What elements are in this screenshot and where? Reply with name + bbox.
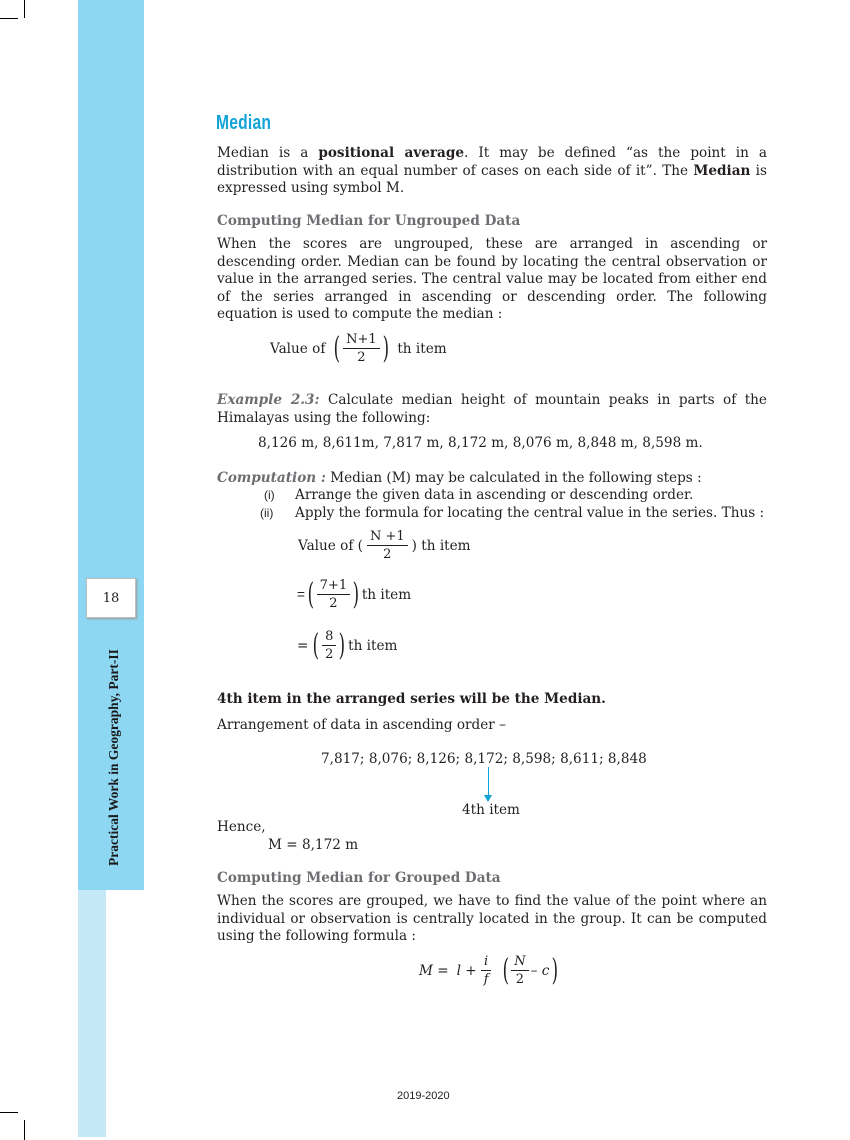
intro-paragraph: [217, 145, 767, 198]
computation-paragraph: [217, 470, 767, 488]
intro-bold-term: positional average: [318, 145, 465, 161]
arrow-down-icon: [484, 795, 492, 802]
page-number: 18: [86, 578, 136, 618]
computation-line-3: [297, 629, 397, 662]
fraction-denominator: 2: [357, 350, 366, 365]
hence-text: Hence,: [217, 819, 266, 835]
fraction-numerator: N: [511, 954, 528, 971]
computation-line-1: [298, 529, 471, 562]
computation-text: Median (M) may be calculated in the following steps :: [325, 470, 702, 486]
ungrouped-paragraph: When the scores are ungrouped, these are arranged in ascending or descending order. Median can be found by locating the central observation or value in the arranged series. The central value may be located from either end of the series arranged in ascending or descending order. The following equation is used to compute the median :: [217, 236, 767, 322]
grouped-heading: Computing Median for Grouped Data: [217, 870, 501, 886]
crop-mark: [24, 1120, 25, 1140]
median-value: M = 8,172 m: [268, 837, 359, 853]
arrangement-text: Arrangement of data in ascending order –: [217, 717, 506, 733]
example-text: Calculate median height of mountain peaks in parts of the Himalayas using the following:: [217, 392, 767, 426]
intro-text: Median is a: [217, 145, 319, 161]
crop-mark: [0, 18, 18, 19]
crop-mark: [24, 0, 25, 18]
fraction-numerator: i: [481, 954, 491, 971]
computation-label: Computation :: [217, 470, 326, 486]
list-text: Apply the formula for locating the central value in the series. Thus :: [295, 505, 765, 521]
example-label: Example 2.3:: [217, 392, 320, 408]
formula-fraction: [481, 954, 492, 987]
intro-text: is expressed using symbol M.: [217, 162, 767, 196]
list-item: [264, 487, 693, 503]
example-data: 8,126 m, 8,611m, 7,817 m, 8,172 m, 8,076 m, 8,848 m, 8,598 m.: [258, 435, 703, 451]
result-statement: 4th item in the arranged series will be the Median.: [217, 691, 606, 707]
fraction-denominator: 2: [325, 647, 334, 662]
fraction-denominator: f: [483, 972, 489, 987]
fraction-numerator: 8: [322, 629, 336, 646]
crop-mark: [0, 1112, 18, 1113]
formula-fraction: ( $\frac{8}{2}$ ): [313, 627, 346, 663]
computation-line-2: [297, 578, 411, 611]
formula-term: – c: [530, 962, 550, 979]
formula-term: l +: [456, 962, 477, 979]
list-marker: (ii): [260, 506, 274, 520]
intro-text: . It may be defined “as the point in a distribution with an equal number of cases on each side of it”. The: [217, 145, 768, 179]
median-formula: [270, 332, 447, 365]
intro-bold-term: Median: [693, 162, 751, 179]
fraction-denominator: 2: [515, 972, 525, 987]
formula-suffix: th item: [361, 586, 412, 603]
arranged-series: 7,817; 8,076; 8,126; 8,172; 8,598; 8,611; 8,848: [321, 751, 647, 767]
formula-prefix: =: [297, 587, 305, 602]
fraction-numerator: N +1: [367, 529, 408, 546]
grouped-formula: [419, 954, 561, 987]
formula-suffix: th item: [397, 340, 447, 357]
formula-suffix: ) th item: [411, 537, 471, 554]
formula-lhs: M =: [419, 962, 449, 979]
fraction-denominator: 2: [383, 547, 392, 562]
footer-year: 2019-2020: [397, 1090, 450, 1102]
list-text: Arrange the given data in ascending or descending order.: [295, 487, 694, 503]
ungrouped-heading: Computing Median for Ungrouped Data: [217, 213, 521, 229]
formula-fraction: ( $\frac{N+1}{2}$ ): [333, 330, 389, 366]
grouped-paragraph: When the scores are grouped, we have to find the value of the point where an individual or observation is centrally located in the group. It can be computed using the following formula :: [217, 893, 767, 944]
fraction-denominator: 2: [329, 596, 338, 611]
formula-prefix: =: [297, 637, 309, 654]
list-marker: (i): [264, 488, 275, 502]
arrow-line: [488, 767, 489, 797]
formula-suffix: th item: [348, 637, 398, 654]
fraction-numerator: N+1: [343, 332, 380, 349]
running-title: Practical Work in Geography, Part-II: [106, 649, 121, 866]
example-paragraph: [217, 392, 767, 427]
list-item: [260, 505, 764, 521]
formula-fraction: ( $\frac{7+1}{2}$ ): [307, 576, 360, 612]
fraction-numerator: 7+1: [317, 578, 350, 595]
formula-parenthesis: ( $\frac{N}{2}$ – c ): [502, 952, 559, 988]
arrow-label: 4th item: [462, 802, 520, 818]
formula-prefix: Value of: [270, 340, 326, 357]
formula-fraction: [367, 529, 408, 562]
formula-prefix: Value of (: [298, 537, 363, 554]
section-title: Median: [216, 112, 272, 134]
